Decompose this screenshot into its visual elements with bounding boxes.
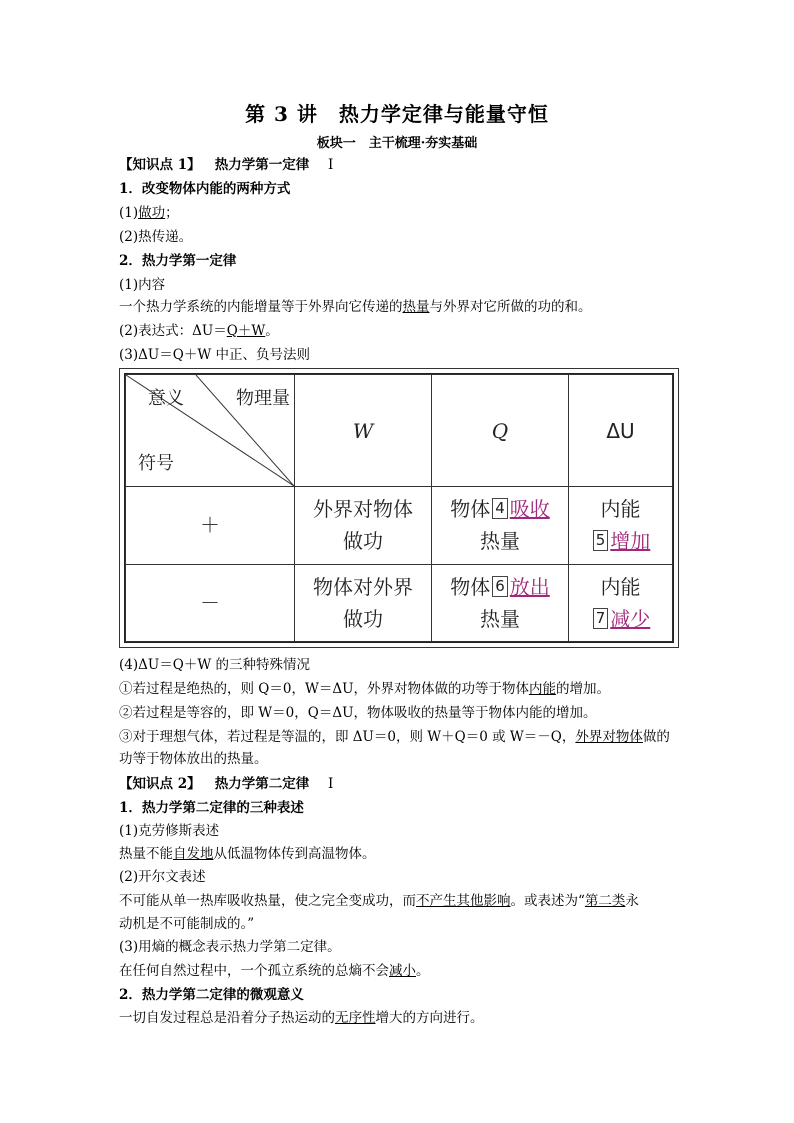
case-1: ①若过程是绝热的，则 Q＝0，W＝ΔU，外界对物体做的功等于物体内能的增加。 — [119, 681, 610, 697]
s1-item-2: (2)热传递。 — [119, 229, 193, 245]
clausius-text: 热量不能自发地从低温物体传到高温物体。 — [119, 846, 376, 862]
corner-quantity: 物理量 — [236, 388, 290, 409]
expression-line: (2)表达式：ΔU＝Q＋W。 — [119, 323, 279, 339]
answer-absorb: 吸收 — [509, 497, 550, 522]
content-label: (1)内容 — [119, 277, 166, 293]
kp1-level: Ⅰ — [328, 157, 334, 173]
answer-increase: 增加 — [610, 529, 651, 554]
col-header-du: ΔU — [569, 375, 673, 487]
entropy-text: 在任何自然过程中，一个孤立系统的总熵不会减小。 — [119, 963, 430, 979]
s4-heading: 2．热力学第二定律的微观意义 — [119, 987, 304, 1003]
answer-spontaneously: 自发地 — [173, 846, 214, 862]
kelvin-label: (2)开尔文表述 — [119, 869, 206, 885]
content-text: 一个热力学系统的内能增量等于外界向它传递的热量与外界对它所做的功的和。 — [119, 299, 592, 315]
case-3-line2: 功等于物体放出的热量。 — [119, 751, 268, 767]
answer-release: 放出 — [509, 574, 550, 599]
minus-w-cell: 物体对外界 做功 — [295, 564, 432, 642]
s3-heading: 1．热力学第二定律的三种表述 — [119, 800, 304, 816]
plus-q-cell: 物体 4 吸收 热量 — [432, 487, 569, 565]
answer-second-kind: 第二类 — [584, 893, 626, 909]
sign-rule-table — [119, 368, 679, 648]
blank-6-number: 6 — [492, 576, 508, 597]
case-2: ②若过程是等容的，即 W＝0，Q＝ΔU，物体吸收的热量等于物体内能的增加。 — [119, 705, 597, 721]
answer-decrease-entropy: 减小 — [389, 963, 416, 979]
row-sign-minus: － — [126, 564, 295, 642]
corner-sign: 符号 — [138, 453, 174, 474]
row-sign-plus: ＋ — [126, 487, 295, 565]
clausius-label: (1)克劳修斯表述 — [119, 823, 220, 839]
case-3: ③对于理想气体，若过程是等温的，即 ΔU＝0，则 W＋Q＝0 或 W＝－Q，外界对物体做的 — [119, 729, 670, 745]
answer-no-other-effect: 不产生其他影响 — [416, 893, 511, 909]
kp2-name: 热力学第二定律 — [214, 776, 310, 792]
section-subtitle: 板块一 主干梳理·夯实基础 — [316, 136, 478, 151]
kelvin-text-line2: 动机是不可能制成的。” — [119, 916, 255, 932]
answer-heat: 热量 — [402, 299, 430, 315]
entropy-label: (3)用熵的概念表示热力学第二定律。 — [119, 939, 341, 955]
answer-expression: Q＋W — [226, 323, 266, 339]
kp1-tag: 【知识点 1】 — [119, 157, 201, 173]
knowledge-point-1 — [119, 156, 689, 174]
col-header-q: Q — [432, 375, 569, 487]
plus-w-cell: 外界对物体 做功 — [295, 487, 432, 565]
col-header-w: W — [295, 375, 432, 487]
table-corner-header — [126, 375, 295, 487]
s1-heading: 1．改变物体内能的两种方式 — [119, 181, 291, 197]
answer-work: 做功 — [138, 205, 166, 221]
knowledge-point-2 — [119, 775, 689, 793]
s2-heading: 2．热力学第一定律 — [119, 253, 237, 269]
special-cases-label: (4)ΔU＝Q＋W 的三种特殊情况 — [119, 657, 310, 673]
blank-4-number: 4 — [492, 498, 508, 519]
blank-7-number: 7 — [593, 608, 609, 629]
minus-q-cell: 物体 6 放出 热量 — [432, 564, 569, 642]
kp2-level: Ⅰ — [328, 776, 334, 792]
kp1-name: 热力学第一定律 — [214, 157, 310, 173]
minus-du-cell: 内能 7 减少 — [569, 564, 673, 642]
microscopic-text: 一切自发过程总是沿着分子热运动的无序性增大的方向进行。 — [119, 1010, 484, 1026]
answer-disorder: 无序性 — [335, 1010, 376, 1026]
kelvin-text: 不可能从单一热库吸收热量，使之完全变成功，而不产生其他影响。或表述为“第二类永 — [119, 893, 639, 909]
plus-du-cell: 内能 5 增加 — [569, 487, 673, 565]
kp2-tag: 【知识点 2】 — [119, 776, 201, 792]
corner-meaning: 意义 — [148, 388, 184, 409]
lecture-title: 第 3 讲 热力学定律与能量守恒 — [245, 102, 549, 126]
answer-external-on-object: 外界对物体 — [575, 729, 643, 745]
answer-internal-energy: 内能 — [528, 681, 556, 697]
answer-decrease: 减少 — [610, 606, 651, 631]
blank-5-number: 5 — [593, 530, 609, 551]
sign-rule-line: (3)ΔU＝Q＋W 中正、负号法则 — [119, 347, 310, 363]
s1-item-1: (1)做功； — [119, 205, 179, 221]
